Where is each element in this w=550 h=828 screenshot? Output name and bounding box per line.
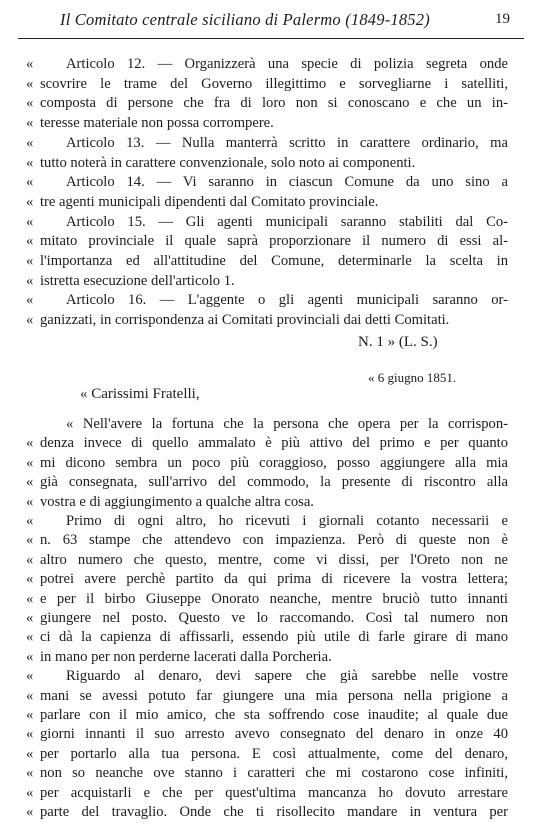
line-text: giorni innanti il suo arresto avevo consegnato del denaro in onze 40 [40, 726, 508, 743]
text-line [22, 290, 508, 310]
quote-mark: « [26, 707, 34, 723]
text-line [22, 93, 508, 113]
line-text: Articolo 16. — L'aggente o gli agenti municipali saranno or- [66, 292, 508, 309]
text-line [22, 74, 508, 94]
text-line [22, 783, 508, 803]
line-text: denza invece di quello ammalato è più attivo del primo e per quanto [40, 435, 508, 452]
line-text: Articolo 14. — Vi saranno in ciascun Comune da uno sino a [66, 174, 508, 191]
line-text: mitato provinciale il quale saprà proporzionare il numero di essi al- [40, 233, 508, 250]
quote-mark: « [26, 784, 34, 801]
text-line [22, 54, 508, 74]
quote-mark: « [26, 648, 34, 665]
quote-mark: « [26, 571, 34, 588]
line-text: per acquistarli e che per quest'ultima mancanza ho dovuto arrestare [40, 784, 508, 801]
quote-mark: « [26, 804, 34, 820]
quote-mark: « [26, 213, 34, 230]
line-text: in mano per non perderne lacerati dalla Porcheria. [40, 648, 332, 665]
text-line [22, 763, 508, 783]
header-rule [18, 38, 524, 39]
quote-mark: « [26, 513, 34, 529]
quote-mark: « [26, 551, 34, 568]
line-text: Articolo 15. — Gli agenti municipali saranno stabiliti dal Co- [66, 213, 508, 230]
quote-mark: « [26, 174, 34, 191]
line-text: n. 63 stampe che attendevo con impazienza. Però di queste non è [40, 532, 508, 549]
text-line [22, 492, 508, 512]
line-text: vostra e di aggiungimento a qualche altra cosa. [40, 493, 314, 510]
text-line [22, 212, 508, 232]
text-line [22, 608, 508, 628]
line-text: l'importanza ed all'attitudine del Comune, determinarle la scelta in [40, 253, 508, 269]
quote-mark: « [26, 193, 34, 210]
text-line [22, 271, 508, 291]
line-text: ci dà la capienza di affissarli, essendo più utile di farle girare di mano [40, 629, 508, 646]
text-line [22, 802, 508, 822]
text-line [22, 113, 508, 133]
line-text: già consegnata, sull'arrivo del commodo, la presente di riscontro alla [40, 474, 508, 491]
line-text: parlare con il mio amico, che sta soffrendo cose inaudite; al quale due [40, 707, 508, 723]
quote-mark: « [26, 726, 34, 743]
text-line [22, 433, 508, 453]
line-text: scovrire le trame del Governo illegittimo e sorvegliarne i satelliti, [40, 75, 508, 92]
line-text: Articolo 12. — Organizzerà una specie di polizia segreta onde [66, 56, 508, 72]
quote-mark: « [26, 493, 34, 510]
text-line [22, 453, 508, 473]
quote-mark: « [26, 745, 34, 762]
quote-mark: « [26, 474, 34, 491]
quote-mark: « [26, 154, 34, 171]
line-text: ganizzati, in corrispondenza ai Comitati provinciali dai detti Comitati. [40, 312, 450, 329]
quote-mark: « [26, 56, 34, 72]
text-line [22, 511, 508, 531]
line-text: potrei avere perchè partito da qui prima di ricevere la vostra lettera; [40, 571, 508, 588]
quote-mark: « [26, 610, 34, 626]
quote-mark: « [26, 454, 34, 471]
page-number: 19 [495, 11, 510, 27]
text-line [22, 589, 508, 609]
text-line [22, 724, 508, 744]
quote-mark: « [26, 435, 34, 452]
text-line [22, 627, 508, 647]
line-text: e per il birbo Giuseppe Onorato neanche, mentre bruciò tutto innanti [40, 590, 508, 607]
line-text: altro numero che questo, mentre, come vi dissi, per l'Oreto non ne [40, 551, 508, 568]
running-header [0, 8, 550, 32]
quote-mark: « [26, 95, 34, 112]
line-text: tutto noterà in carattere convenzionale, solo noto ai componenti. [40, 154, 416, 171]
line-text: per portarlo alla tua persona. E così attualmente, come del denaro, [40, 745, 508, 762]
quote-mark: « [26, 292, 34, 309]
line-text: non so neanche ove stanno i caratteri che mi costarono cose infiniti, [40, 765, 508, 782]
text-line [22, 472, 508, 492]
text-line [22, 231, 508, 251]
text-line [22, 153, 508, 173]
line-text: giungere nel posto. Questo ve lo raccomando. Così tal numero non [40, 610, 508, 626]
text-line [22, 251, 508, 271]
document-signature: N. 1 » (L. S.) [358, 334, 438, 350]
text-line [22, 310, 508, 330]
text-line [22, 133, 508, 153]
quote-mark: « [26, 532, 34, 549]
line-text: mi dicono sembra un poco più coraggioso, posso aggiungere alla mia [40, 454, 508, 471]
text-line [22, 569, 508, 589]
line-text: tre agenti municipali dipendenti dal Comitato provinciale. [40, 193, 379, 210]
header-title: Il Comitato centrale siciliano di Palermo (1849-1852) [60, 10, 430, 29]
line-text: « Nell'avere la fortuna che la persona che opera per la corrispon- [66, 416, 508, 432]
text-line [22, 744, 508, 764]
line-text: composta di persone che fra di loro non si conoscano e che un in- [40, 95, 508, 112]
quote-mark: « [26, 115, 34, 132]
quote-mark: « [26, 134, 34, 151]
line-text: Riguardo al denaro, devi sapere che già sarebbe nelle vostre [66, 668, 508, 685]
text-line [22, 686, 508, 706]
text-line [22, 414, 508, 434]
text-line [22, 647, 508, 667]
line-text: Articolo 13. — Nulla manterrà scritto in carattere ordinario, ma [66, 134, 508, 151]
quote-mark: « [26, 765, 34, 782]
letter-salutation: « Carissimi Fratelli, [80, 386, 200, 402]
quote-mark: « [26, 312, 34, 329]
quote-mark: « [26, 233, 34, 250]
quote-mark: « [26, 629, 34, 646]
line-text: parte del travaglio. Onde che ti risollecito mandare in ventura per [40, 804, 508, 820]
quote-mark: « [26, 272, 34, 289]
text-line [22, 550, 508, 570]
line-text: mani se avessi potuto far giungere una mia persona nella prigione a [40, 687, 508, 704]
text-line [22, 172, 508, 192]
quote-mark: « [26, 668, 34, 685]
text-line [22, 530, 508, 550]
line-text: Primo di ogni altro, ho ricevuti i giornali cotanto necessarii e [66, 513, 508, 529]
quote-mark: « [26, 253, 34, 269]
quote-mark: « [26, 590, 34, 607]
text-line [22, 666, 508, 686]
letter-date: « 6 giugno 1851. [368, 370, 457, 385]
quote-mark: « [26, 75, 34, 92]
line-text: teresse materiale non possa corrompere. [40, 115, 274, 132]
text-line [22, 192, 508, 212]
text-line [22, 705, 508, 725]
line-text: istretta esecuzione dell'articolo 1. [40, 272, 235, 289]
quote-mark: « [26, 687, 34, 704]
